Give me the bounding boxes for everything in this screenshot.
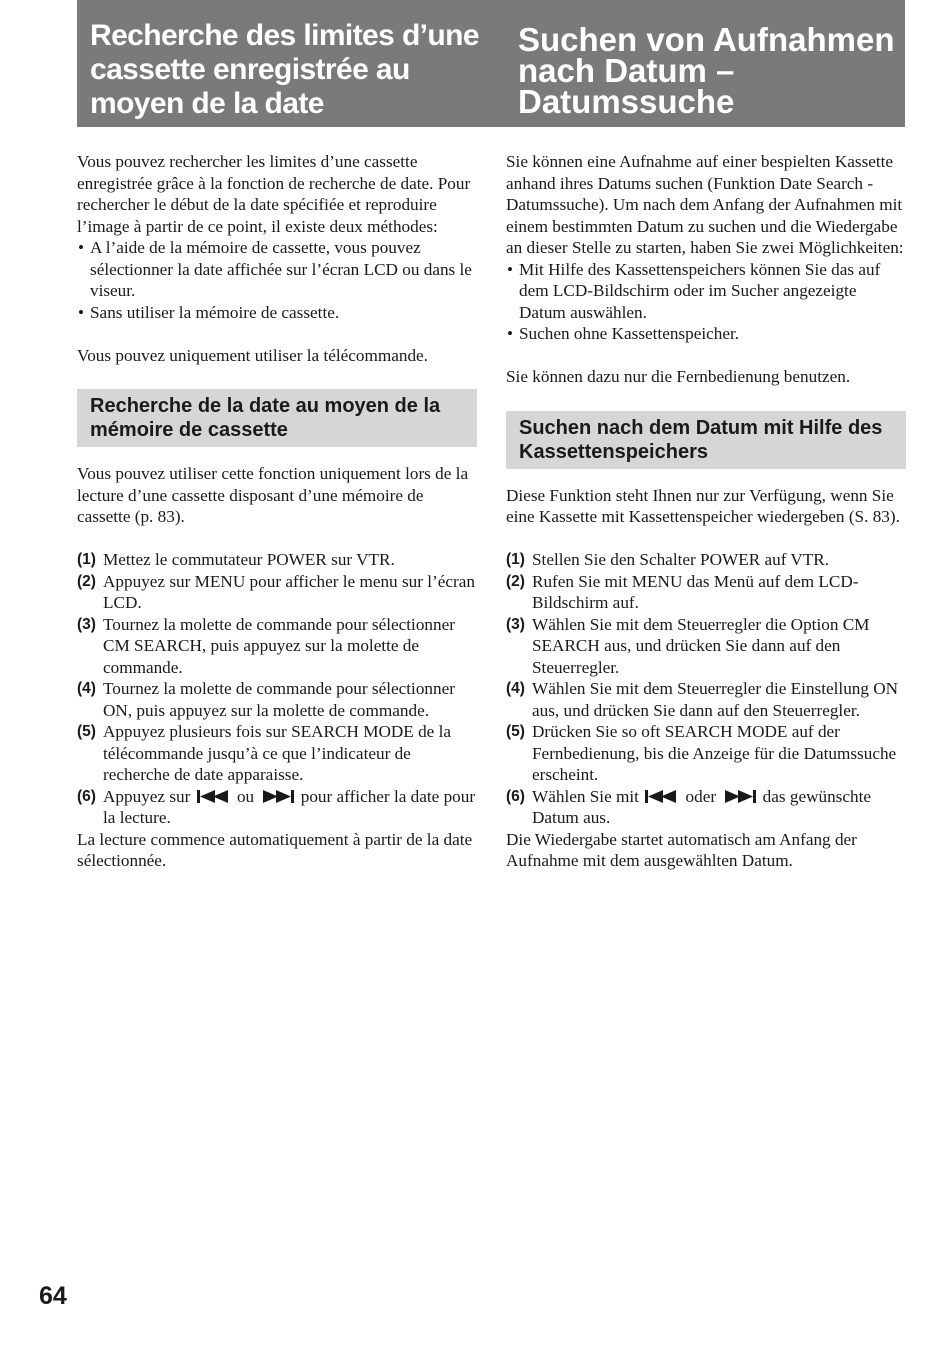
step-item [77,571,477,614]
step-item [77,614,477,679]
column-german [506,151,906,872]
section-intro: Vous pouvez utiliser cette fonction uniquement lors de la lecture d’une cassette disposant d’une mémoire de cassette (p. 83). [77,464,469,526]
step-list [506,549,906,829]
step-text-after: das gewünschte Datum aus. [532,786,872,827]
method-item: • A l’aide de la mémoire de cassette, vous pouvez sélectionner la date affichée sur l’écran LCD ou dans le viseur. [77,237,477,302]
section-intro: Diese Funktion steht Ihnen nur zur Verfügung, wenn Sie eine Kassette mit Kassettenspeicher wiedergeben (S. 83). [506,485,900,526]
step-number: (1) [506,551,525,568]
step-text: Rufen Sie mit MENU das Menü auf dem LCD-Bildschirm auf. [532,571,859,612]
step-item [77,721,477,786]
step-item [77,786,477,829]
remote-note: Vous pouvez uniquement utiliser la télécommande. [77,345,428,365]
title-french: Recherche des limites d’une cassette enregistrée au moyen de la date [90,19,479,120]
step-text: Stellen Sie den Schalter POWER auf VTR. [532,550,830,569]
step-number: (5) [77,723,96,740]
step-text-before: Wählen Sie mit [532,786,639,806]
step-text: Mettez le commutateur POWER sur VTR. [103,550,395,569]
step-number: (2) [77,572,96,590]
step-item [506,678,906,721]
skip-previous-icon [197,790,231,803]
step-text: Appuyez sur MENU pour afficher le menu sur l’écran LCD. [103,571,475,612]
skip-next-icon [260,790,294,803]
method-list [77,237,477,323]
page-number: 64 [39,1282,67,1310]
step-number: (6) [77,787,96,805]
step-number: (4) [506,680,525,697]
step-number: (6) [506,787,525,805]
step-number: (2) [506,572,525,590]
closing-note: Die Wiedergabe startet automatisch am Anfang der Aufnahme mit dem ausgewählten Datum. [506,829,857,870]
step-item [77,549,477,571]
skip-previous-icon [645,790,679,803]
step-text: Tournez la molette de commande pour sélectionner CM SEARCH, puis appuyez sur la molette de commande. [103,614,455,677]
method-item: • Sans utiliser la mémoire de cassette. [77,302,477,324]
section-subheading: Suchen nach dem Datum mit Hilfe des Kassettenspeichers [506,411,906,469]
step-number: (4) [77,680,96,697]
method-list [506,259,906,345]
method-item: • Mit Hilfe des Kassettenspeichers können Sie das auf dem LCD-Bildschirm oder im Sucher angezeigte Datum auswählen. [506,259,906,324]
step-text-after: pour afficher la date pour la lecture. [103,786,476,827]
intro-paragraph: Vous pouvez rechercher les limites d’une cassette enregistrée grâce à la fonction de recherche de date. Pour rechercher le début de la date spécifiée et reproduire l’image à partir de ce point, il existe deux méthodes: [77,152,471,236]
skip-next-icon [722,790,756,803]
section-subheading: Recherche de la date au moyen de la mémoire de cassette [77,389,477,447]
column-french [77,151,477,872]
method-item: • Suchen ohne Kassettenspeicher. [506,323,906,345]
remote-note: Sie können dazu nur die Fernbedienung benutzen. [506,367,851,386]
step-number: (5) [506,723,525,740]
title-german: Suchen von Aufnahmen nach Datum – Datumssuche [518,21,895,120]
step-number: (3) [77,615,96,633]
closing-note: La lecture commence automatiquement à partir de la date sélectionnée. [77,829,473,870]
step-text: Wählen Sie mit dem Steuerregler die Einstellung ON aus, und drücken Sie dann auf den Steuerregler. [532,679,899,720]
step-item [506,571,906,614]
step-text: Drücken Sie so oft SEARCH MODE auf der Fernbedienung, bis die Anzeige für die Datumssuche erscheint. [532,722,897,784]
step-text-mid: oder [685,786,717,806]
step-item [506,549,906,571]
step-text: Appuyez plusieurs fois sur SEARCH MODE de la télécommande jusqu’à ce que l’indicateur de recherche de date apparaisse. [103,722,452,784]
step-list [77,549,477,829]
step-item [77,678,477,721]
step-text: Tournez la molette de commande pour sélectionner ON, puis appuyez sur la molette de commande. [103,679,455,720]
step-item [506,614,906,679]
step-text-before: Appuyez sur [103,786,191,806]
step-text: Wählen Sie mit dem Steuerregler die Option CM SEARCH aus, und drücken Sie dann auf den Steuerregler. [532,614,870,677]
step-item [506,721,906,786]
step-number: (3) [506,615,525,633]
step-item [506,786,906,829]
step-number: (1) [77,551,96,568]
step-text-mid: ou [236,786,255,806]
intro-paragraph: Sie können eine Aufnahme auf einer bespielten Kassette anhand ihres Datums suchen (Funktion Date Search - Datumssuche). Um nach dem Anfang der Aufnahmen mit einem bestimmten Datum zu suchen und die Wiedergabe an dieser Stelle zu starten, haben Sie zwei Möglichkeiten: [506,152,904,257]
